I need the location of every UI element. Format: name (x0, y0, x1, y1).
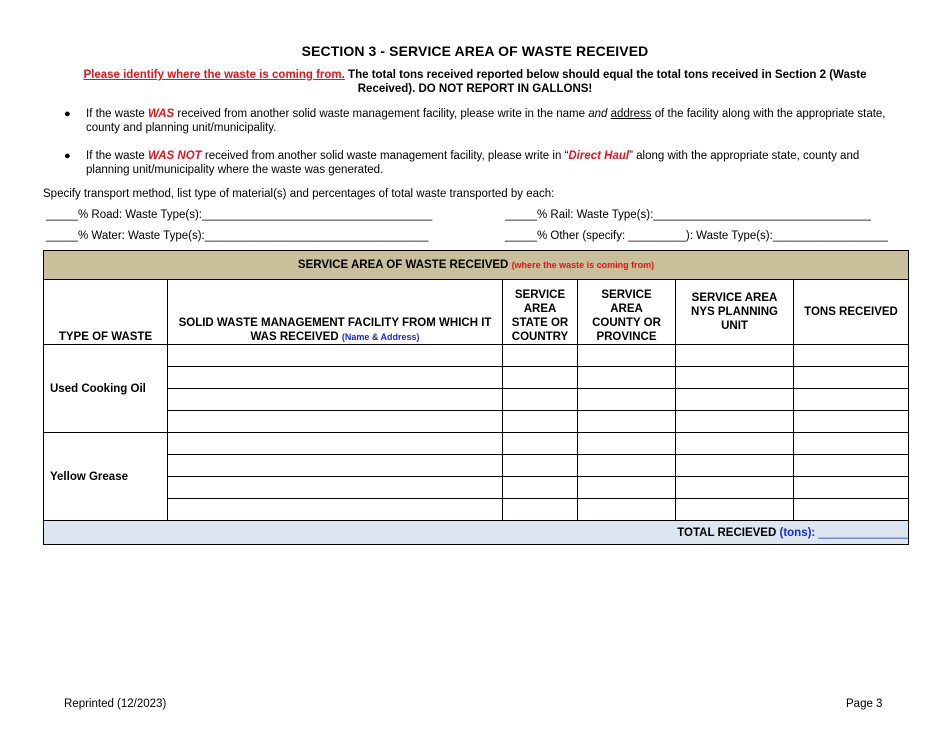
waste-type-yellow-grease: Yellow Grease (44, 433, 168, 521)
total-received-cell (44, 521, 909, 545)
facility-cell[interactable] (168, 477, 503, 499)
road-percent-field[interactable]: _____% Road: Waste Type(s):____________________________________ (46, 209, 433, 221)
county-cell[interactable] (578, 411, 676, 433)
county-cell[interactable] (578, 433, 676, 455)
header-facility (168, 280, 503, 345)
facility-cell[interactable] (168, 367, 503, 389)
table-row (44, 367, 909, 389)
table-row (44, 499, 909, 521)
bullet-text: received from another solid waste management facility, please write in “ (201, 150, 569, 162)
header-nys-planning-unit: SERVICE AREA NYS PLANNING UNIT (676, 280, 794, 345)
bullet-italic: and (588, 108, 608, 120)
bullet-was (64, 107, 901, 135)
county-cell[interactable] (578, 367, 676, 389)
state-cell[interactable] (503, 411, 578, 433)
nys-cell[interactable] (676, 477, 794, 499)
tons-cell[interactable] (794, 345, 909, 367)
intro-rest: The total tons received reported below should equal the total tons received in Section 2 (Waste Received). DO NOT REPORT IN GALLONS! (344, 69, 867, 95)
table-row (44, 433, 909, 455)
footer-reprinted: Reprinted (12/2023) (64, 698, 167, 710)
state-cell[interactable] (503, 455, 578, 477)
bullet-text: If the waste (86, 108, 149, 120)
transport-instructions: Specify transport method, list type of material(s) and percentages of total waste transported by each: (43, 188, 555, 200)
bullet-emphasis: WAS (148, 108, 175, 120)
header-facility-label: SOLID WASTE MANAGEMENT FACILITY FROM WHICH IT WAS RECEIVED (178, 317, 492, 343)
table-row (44, 411, 909, 433)
facility-cell[interactable] (168, 345, 503, 367)
intro-highlight: Please identify where the waste is coming from. (83, 69, 345, 81)
banner-note: (where the waste is coming from) (511, 260, 655, 270)
nys-cell[interactable] (676, 389, 794, 411)
table-row (44, 389, 909, 411)
nys-cell[interactable] (676, 499, 794, 521)
tons-cell[interactable] (794, 389, 909, 411)
bullet-was-not (64, 149, 901, 177)
county-cell[interactable] (578, 345, 676, 367)
rail-percent-field[interactable]: _____% Rail: Waste Type(s):__________________________________ (505, 209, 871, 221)
bullet-text: ” along with the appropriate state, county and planning unit/municipality where the waste was generated. (86, 150, 860, 176)
header-facility-note: (Name & Address) (341, 332, 420, 342)
waste-type-used-cooking-oil: Used Cooking Oil (44, 345, 168, 433)
table-banner (44, 251, 909, 280)
county-cell[interactable] (578, 455, 676, 477)
tons-cell[interactable] (794, 499, 909, 521)
tons-cell[interactable] (794, 477, 909, 499)
bullet-emphasis: WAS NOT (148, 150, 202, 162)
bullet-text: received from another solid waste management facility, please write in the name (174, 108, 589, 120)
nys-cell[interactable] (676, 345, 794, 367)
state-cell[interactable] (503, 433, 578, 455)
county-cell[interactable] (578, 477, 676, 499)
nys-cell[interactable] (676, 411, 794, 433)
footer-page-number: Page 3 (846, 698, 883, 710)
bullet-text: If the waste (86, 150, 149, 162)
bullet-text: of the facility along with the appropriate state, county and planning unit/municipality. (86, 108, 886, 134)
state-cell[interactable] (503, 499, 578, 521)
intro-instructions (62, 68, 888, 96)
state-cell[interactable] (503, 477, 578, 499)
banner-title: SERVICE AREA OF WASTE RECEIVED (297, 259, 509, 271)
facility-cell[interactable] (168, 389, 503, 411)
table-row (44, 455, 909, 477)
tons-cell[interactable] (794, 411, 909, 433)
facility-cell[interactable] (168, 433, 503, 455)
header-county: SERVICE AREA COUNTY OR PROVINCE (578, 280, 676, 345)
bullet-dot-icon: ● (64, 150, 71, 162)
facility-cell[interactable] (168, 411, 503, 433)
section-title: SECTION 3 - SERVICE AREA OF WASTE RECEIVED (301, 43, 649, 59)
total-unit: (tons): (779, 526, 816, 539)
service-area-table (43, 250, 909, 545)
header-tons-received: TONS RECEIVED (794, 280, 909, 345)
header-type-of-waste: TYPE OF WASTE (44, 280, 168, 345)
tons-cell[interactable] (794, 367, 909, 389)
tons-cell[interactable] (794, 433, 909, 455)
nys-cell[interactable] (676, 455, 794, 477)
tons-cell[interactable] (794, 455, 909, 477)
table-row (44, 477, 909, 499)
state-cell[interactable] (503, 367, 578, 389)
header-state: SERVICE AREA STATE OR COUNTRY (503, 280, 578, 345)
bullet-underline: address (610, 108, 652, 120)
facility-cell[interactable] (168, 455, 503, 477)
nys-cell[interactable] (676, 367, 794, 389)
county-cell[interactable] (578, 499, 676, 521)
water-percent-field[interactable]: _____% Water: Waste Type(s):___________________________________ (46, 230, 429, 242)
nys-cell[interactable] (676, 433, 794, 455)
facility-cell[interactable] (168, 499, 503, 521)
state-cell[interactable] (503, 345, 578, 367)
county-cell[interactable] (578, 389, 676, 411)
bullet-emphasis-direct-haul: Direct Haul (568, 150, 630, 162)
other-percent-field[interactable]: _____% Other (specify: _________): Waste Type(s):__________________ (505, 230, 888, 242)
total-row (44, 521, 909, 545)
total-label: TOTAL RECIEVED (677, 526, 777, 539)
bullet-dot-icon: ● (64, 108, 71, 120)
state-cell[interactable] (503, 389, 578, 411)
total-tons-field[interactable]: ______________ (818, 526, 908, 539)
table-row (44, 345, 909, 367)
